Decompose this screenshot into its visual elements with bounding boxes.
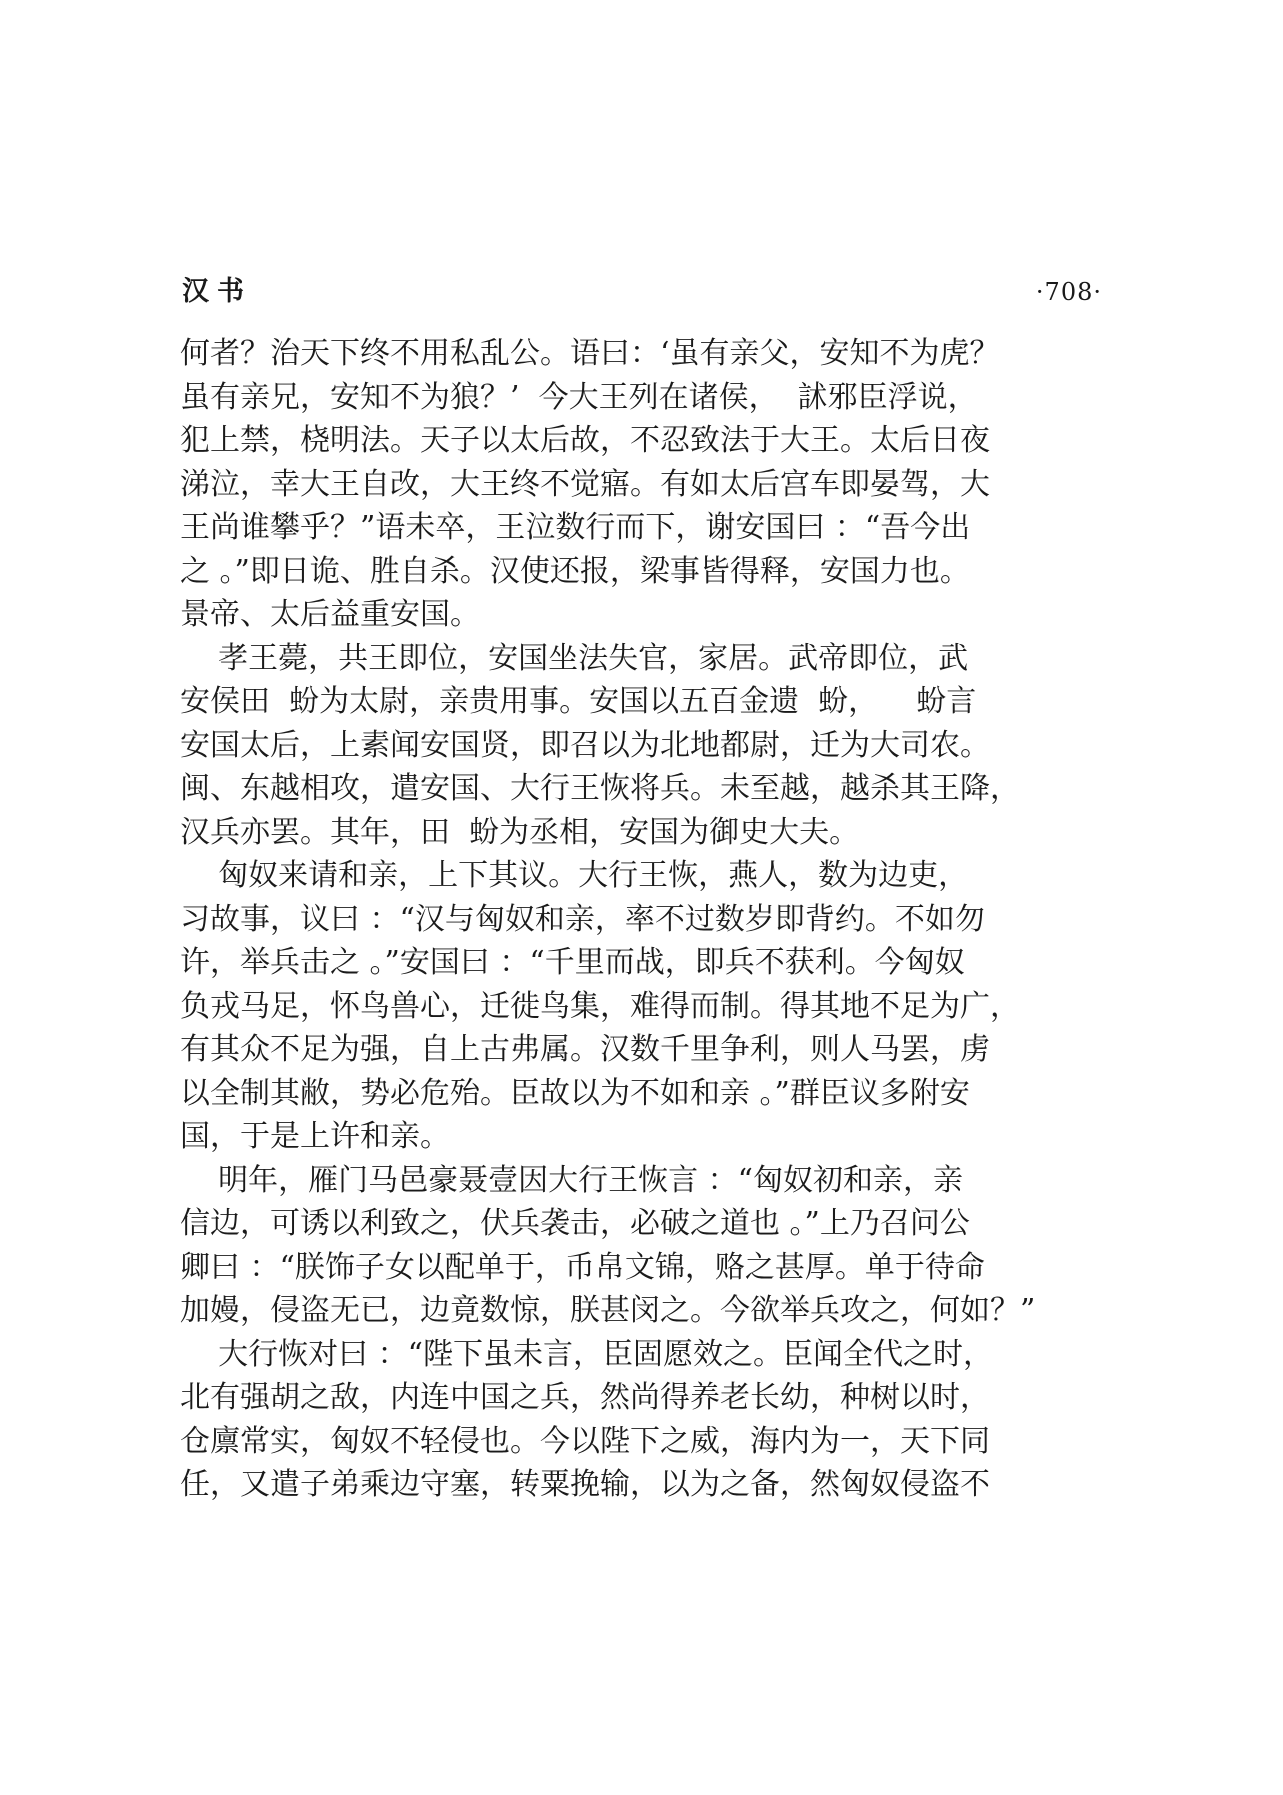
page-header: [182, 272, 1102, 312]
text-line: 匈奴来请和亲，上下其议。大行王恢，燕人，数为边吏，: [180, 858, 969, 893]
text-line: 国，于是上许和亲。: [180, 1119, 450, 1154]
text-line: 许，举兵击之 。”安国曰 ：“千里而战，即兵不获利。今匈奴: [180, 945, 965, 980]
book-title: 汉书: [182, 276, 252, 307]
text-line: 习故事，议曰 ：“汉与匈奴和亲，率不过数岁即背约。不如勿: [180, 901, 985, 937]
text-line: 任，又遣子弟乘边守塞，转粟挽输，以为之备，然匈奴侵盗不: [180, 1467, 990, 1502]
text-line: 北有强胡之敌，内连中国之兵，然尚得养老长幼，种树以时，: [180, 1380, 990, 1415]
text-line: 有其众不足为强，自上古弗属。汉数千里争利，则人马罢，虏: [180, 1032, 990, 1067]
text-line: 汉兵亦罢。其年，田 蚡为丞相，安国为御史大夫。: [180, 814, 860, 850]
text-line: 加嫚，侵盗无已，边竟数惊，朕甚闵之。今欲举兵攻之，何如？”: [180, 1293, 1036, 1328]
text-line: 明年，雁门马邑豪聂壹因大行王恢言 ：“匈奴初和亲，亲: [180, 1162, 964, 1198]
text-line: 负戎马足，怀鸟兽心，迁徙鸟集，难得而制。得其地不足为广，: [180, 988, 1020, 1024]
text-line: 虽有亲兄，安知不为狼？’ 今大王列在诸侯， 訹邪臣浮说，: [180, 379, 978, 415]
text-line: 卿曰 ：“朕饰子女以配单于，币帛文锦，赂之甚厚。单于待命: [180, 1249, 985, 1285]
text-line: 仓廪常实，匈奴不轻侵也。今以陛下之威，海内为一，天下同: [180, 1423, 990, 1459]
text-line: 信边，可诱以利致之，伏兵袭击，必破之道也 。”上乃召问公: [180, 1206, 970, 1241]
text-line: 安侯田 蚡为太尉，亲贵用事。安国以五百金遗 蚡， 蚡言: [180, 684, 977, 719]
text-line: 景帝、太后益重安国。: [180, 597, 480, 632]
page-number: ·708·: [1035, 278, 1102, 306]
text-line: 何者？治天下终不用私乱公。语曰：‘虽有亲父，安知不为虎？: [180, 336, 1000, 371]
text-line: 孝王薨，共王即位，安国坐法失官，家居。武帝即位，武: [180, 640, 969, 676]
text-line: 安国太后，上素闻安国贤，即召以为北地都尉，迁为大司农。: [180, 727, 990, 763]
text-line: 大行恢对曰 ：“陛下虽未言，臣固愿效之。臣闻全代之时，: [180, 1336, 994, 1372]
text-line: 闽、东越相攻，遣安国、大行王恢将兵。未至越，越杀其王降，: [180, 771, 1020, 806]
body-text: [180, 332, 1100, 1507]
text-line: 犯上禁，桡明法。天子以太后故，不忍致法于大王。太后日夜: [180, 423, 990, 458]
text-line: 王尚谁攀乎？”语未卒，王泣数行而下，谢安国曰 ：“吾今出: [180, 510, 971, 545]
text-line: 之 。”即日诡、胜自杀。汉使还报，梁事皆得释，安国力也。: [180, 553, 970, 589]
text-line: 以全制其敝，势必危殆。臣故以为不如和亲 。”群臣议多附安: [180, 1075, 970, 1111]
text-line: 涕泣，幸大王自改，大王终不觉寤。有如太后宫车即晏驾，大: [180, 466, 990, 502]
